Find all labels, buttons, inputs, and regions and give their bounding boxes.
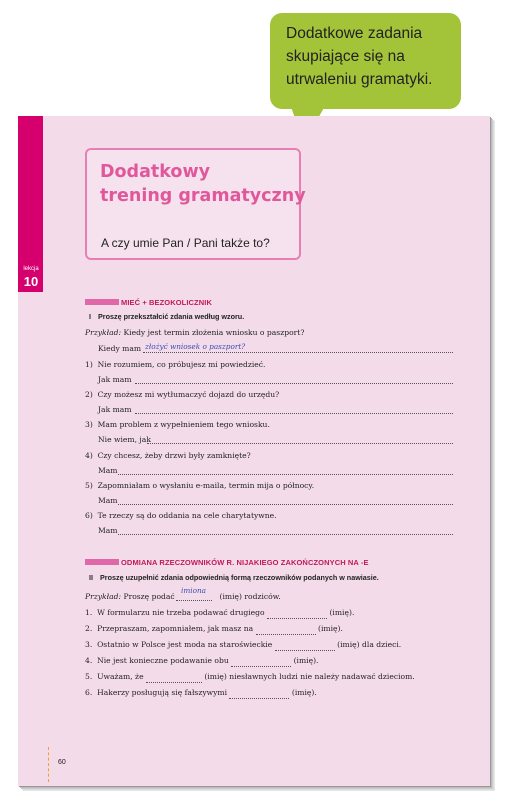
item-number: 2) [85,390,93,399]
example-answer-prefix: Kiedy mam [98,344,142,353]
bubble-line: utrwaleniu gramatyki. [286,71,433,88]
item-post: (imię). [317,624,343,633]
speech-bubble [270,13,461,109]
example-handwritten-answer: imiona [181,586,207,595]
exercise-item [85,481,314,491]
exercise-item [85,360,265,370]
item-post: (imię). [293,656,319,665]
item-pre: Przepraszam, zapomniałem, jak masz na [97,624,254,633]
item-question: Te rzeczy są do oddania na cele charytatywne. [97,511,277,520]
exercise-item [85,608,354,619]
item-question: Mam problem z wypełnieniem tego wniosku. [97,420,270,429]
title-box [85,148,306,260]
exercise-instruction-1 [89,312,244,321]
exercise-item [85,420,270,430]
item-number: 4) [85,451,93,460]
item-answer-prefix: Mam [98,496,118,505]
section-title: ODMIANA RZECZOWNIKÓW R. NIJAKIEGO ZAKOŃCZONYCH NA -E [121,557,369,567]
answer-blank[interactable] [231,656,291,667]
example-question [85,328,304,338]
section-bar [85,559,119,565]
answer-blank[interactable] [146,672,202,683]
exercise-item [85,640,401,651]
answer-blank[interactable] [135,405,453,414]
item-question: Nie rozumiem, co próbujesz mi powiedzieć. [97,360,266,369]
item-answer-prefix: Nie wiem, jak [98,435,151,444]
item-number: 6) [85,511,93,520]
item-post: (imię). [329,608,355,617]
lesson-number: 10 [23,274,39,289]
section-header-2 [85,558,369,566]
instruction-text: Proszę uzupełnić zdania odpowiednią formą rzeczowników podanych w nawiasie. [100,573,379,582]
section-title: MIEĆ + BEZOKOLICZNIK [121,297,212,307]
item-question: Zapomniałam o wysłaniu e-maila, termin mija o północy. [97,481,315,490]
example-label: Przykład: [85,592,122,601]
example-handwritten-answer: złożyć wniosek o paszport? [145,342,246,351]
example-pre: Proszę podać [123,592,175,601]
item-number: 1. [85,608,93,617]
exercise-item [85,656,318,667]
item-number: 5. [85,672,93,681]
bubble-line: skupiające się na [286,48,405,65]
exercise-item [85,511,277,521]
item-post: (imię). [291,688,317,697]
item-post: (imię) niesławnych ludzi nie należy nadawać dzieciom. [204,672,415,681]
exercise-item [85,688,317,699]
item-question: Czy możesz mi wytłumaczyć dojazd do urzędu? [97,390,280,399]
example-label: Przykład: [85,328,122,337]
item-answer-prefix: Mam [98,526,118,535]
example-post: (imię) rodziców. [219,592,281,601]
item-number: 4. [85,656,93,665]
answer-blank[interactable] [118,526,453,535]
item-pre: Hakerzy posługują się fałszywymi [97,688,228,697]
item-pre: W formularzu nie trzeba podawać drugiego [97,608,265,617]
exercise-item [85,451,251,461]
page-number: 60 [58,759,66,766]
item-number: 2. [85,624,93,633]
page-title-line1: Dodatkowy [100,162,211,182]
exercise-number: II [89,573,93,582]
book-page [18,116,490,786]
answer-blank[interactable] [229,688,289,699]
item-number: 5) [85,481,93,490]
answer-blank[interactable] [118,496,453,505]
exercise-instruction-2 [89,573,379,582]
item-answer-prefix: Mam [98,466,118,475]
answer-blank[interactable] [147,435,453,444]
item-answer-prefix: Jak mam [98,405,132,414]
exercise-item [85,624,343,635]
item-number: 6. [85,688,93,697]
instruction-text: Proszę przekształcić zdania według wzoru. [98,312,245,321]
lesson-label: lekcja [23,266,39,272]
item-number: 1) [85,360,93,369]
answer-blank[interactable] [267,608,327,619]
page-title-line2: trening gramatyczny [100,186,306,206]
item-question: Czy chcesz, żeby drzwi były zamknięte? [97,451,251,460]
item-answer-prefix: Jak mam [98,375,132,384]
answer-blank[interactable] [275,640,335,651]
section-bar [85,299,119,305]
bubble-line: Dodatkowe zadania [286,25,423,42]
page-subtitle: A czy umie Pan / Pani także to? [101,236,270,250]
item-post: (imię) dla dzieci. [337,640,402,649]
item-pre: Uważam, że [97,672,144,681]
example-text: Kiedy jest termin złożenia wniosku o paszport? [123,328,305,337]
exercise-item [85,390,279,400]
item-number: 3. [85,640,93,649]
item-pre: Nie jest konieczne podawanie obu [97,656,229,665]
answer-blank[interactable] [256,624,316,635]
page-number-marker [48,747,49,782]
bubble-text [286,22,456,91]
exercise-number: I [89,312,91,321]
exercise-item [85,672,415,683]
item-number: 3) [85,420,93,429]
answer-blank[interactable] [135,375,453,384]
section-header-1 [85,298,212,306]
answer-blank[interactable] [118,466,453,475]
item-pre: Ostatnio w Polsce jest moda na staroświeckie [97,640,273,649]
